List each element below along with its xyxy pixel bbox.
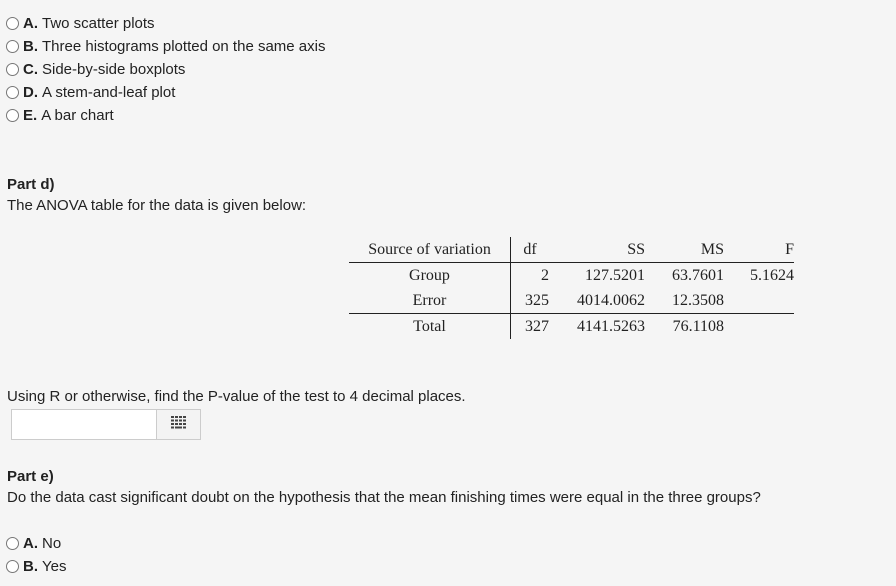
radio-button[interactable]: [6, 17, 19, 30]
header-source: Source of variation: [349, 237, 511, 263]
option-label: No: [42, 534, 62, 552]
keypad-button[interactable]: [156, 409, 201, 440]
radio-button[interactable]: [6, 40, 19, 53]
radio-button[interactable]: [6, 560, 19, 573]
cell-df: 2: [541, 266, 549, 284]
header-ms: MS: [645, 237, 724, 263]
option-letter: B.: [23, 37, 38, 55]
table-row: [349, 263, 794, 289]
option-letter: C.: [23, 60, 38, 78]
option-letter: E.: [23, 106, 38, 124]
option-d[interactable]: [6, 82, 175, 102]
cell-ms: 63.7601: [672, 266, 724, 284]
p-value-input[interactable]: [11, 409, 156, 440]
part-d-heading: Part d): [7, 176, 55, 193]
keypad-icon: [171, 416, 186, 433]
header-f: F: [724, 237, 794, 263]
part-e-question: Do the data cast significant doubt on the hypothesis that the mean finishing times were equal in the three groups?: [7, 489, 761, 506]
option-yes[interactable]: [6, 556, 66, 576]
cell-df: 325: [511, 288, 550, 314]
header-df: df: [511, 237, 550, 263]
cell-ms: 76.1108: [672, 317, 724, 335]
radio-button[interactable]: [6, 86, 19, 99]
option-no[interactable]: [6, 533, 61, 553]
cell-ss: 127.5201: [585, 266, 645, 284]
cell-source: Error: [349, 288, 511, 314]
option-letter: A.: [23, 14, 38, 32]
option-letter: A.: [23, 534, 38, 552]
option-label: Three histograms plotted on the same axis: [42, 37, 326, 55]
part-d-question: Using R or otherwise, find the P-value of the test to 4 decimal places.: [7, 388, 466, 405]
cell-ms: 12.3508: [645, 288, 724, 314]
option-label: A bar chart: [41, 106, 114, 124]
option-label: Two scatter plots: [42, 14, 155, 32]
anova-table: [349, 237, 794, 339]
option-letter: B.: [23, 557, 38, 575]
cell-f: [724, 314, 794, 340]
cell-ss: 4014.0062: [549, 288, 645, 314]
option-b[interactable]: [6, 36, 325, 56]
option-label: A stem-and-leaf plot: [42, 83, 176, 101]
cell-f: 5.1624: [750, 266, 794, 284]
cell-source: Total: [349, 314, 511, 340]
radio-button[interactable]: [6, 63, 19, 76]
table-row: [349, 288, 794, 314]
cell-source: Group: [349, 263, 511, 289]
radio-button[interactable]: [6, 537, 19, 550]
part-d-intro: The ANOVA table for the data is given below:: [7, 197, 307, 214]
option-a[interactable]: [6, 13, 155, 33]
cell-df: 327: [525, 317, 549, 335]
option-letter: D.: [23, 83, 38, 101]
option-label: Yes: [42, 557, 67, 575]
cell-ss: 4141.5263: [577, 317, 645, 335]
cell-f: [724, 288, 794, 314]
table-row: [349, 314, 794, 340]
table-header-row: [349, 237, 794, 263]
radio-button[interactable]: [6, 109, 19, 122]
option-label: Side-by-side boxplots: [42, 60, 186, 78]
header-ss: SS: [549, 237, 645, 263]
part-e-heading: Part e): [7, 468, 54, 485]
option-c[interactable]: [6, 59, 185, 79]
option-e[interactable]: [6, 105, 114, 125]
